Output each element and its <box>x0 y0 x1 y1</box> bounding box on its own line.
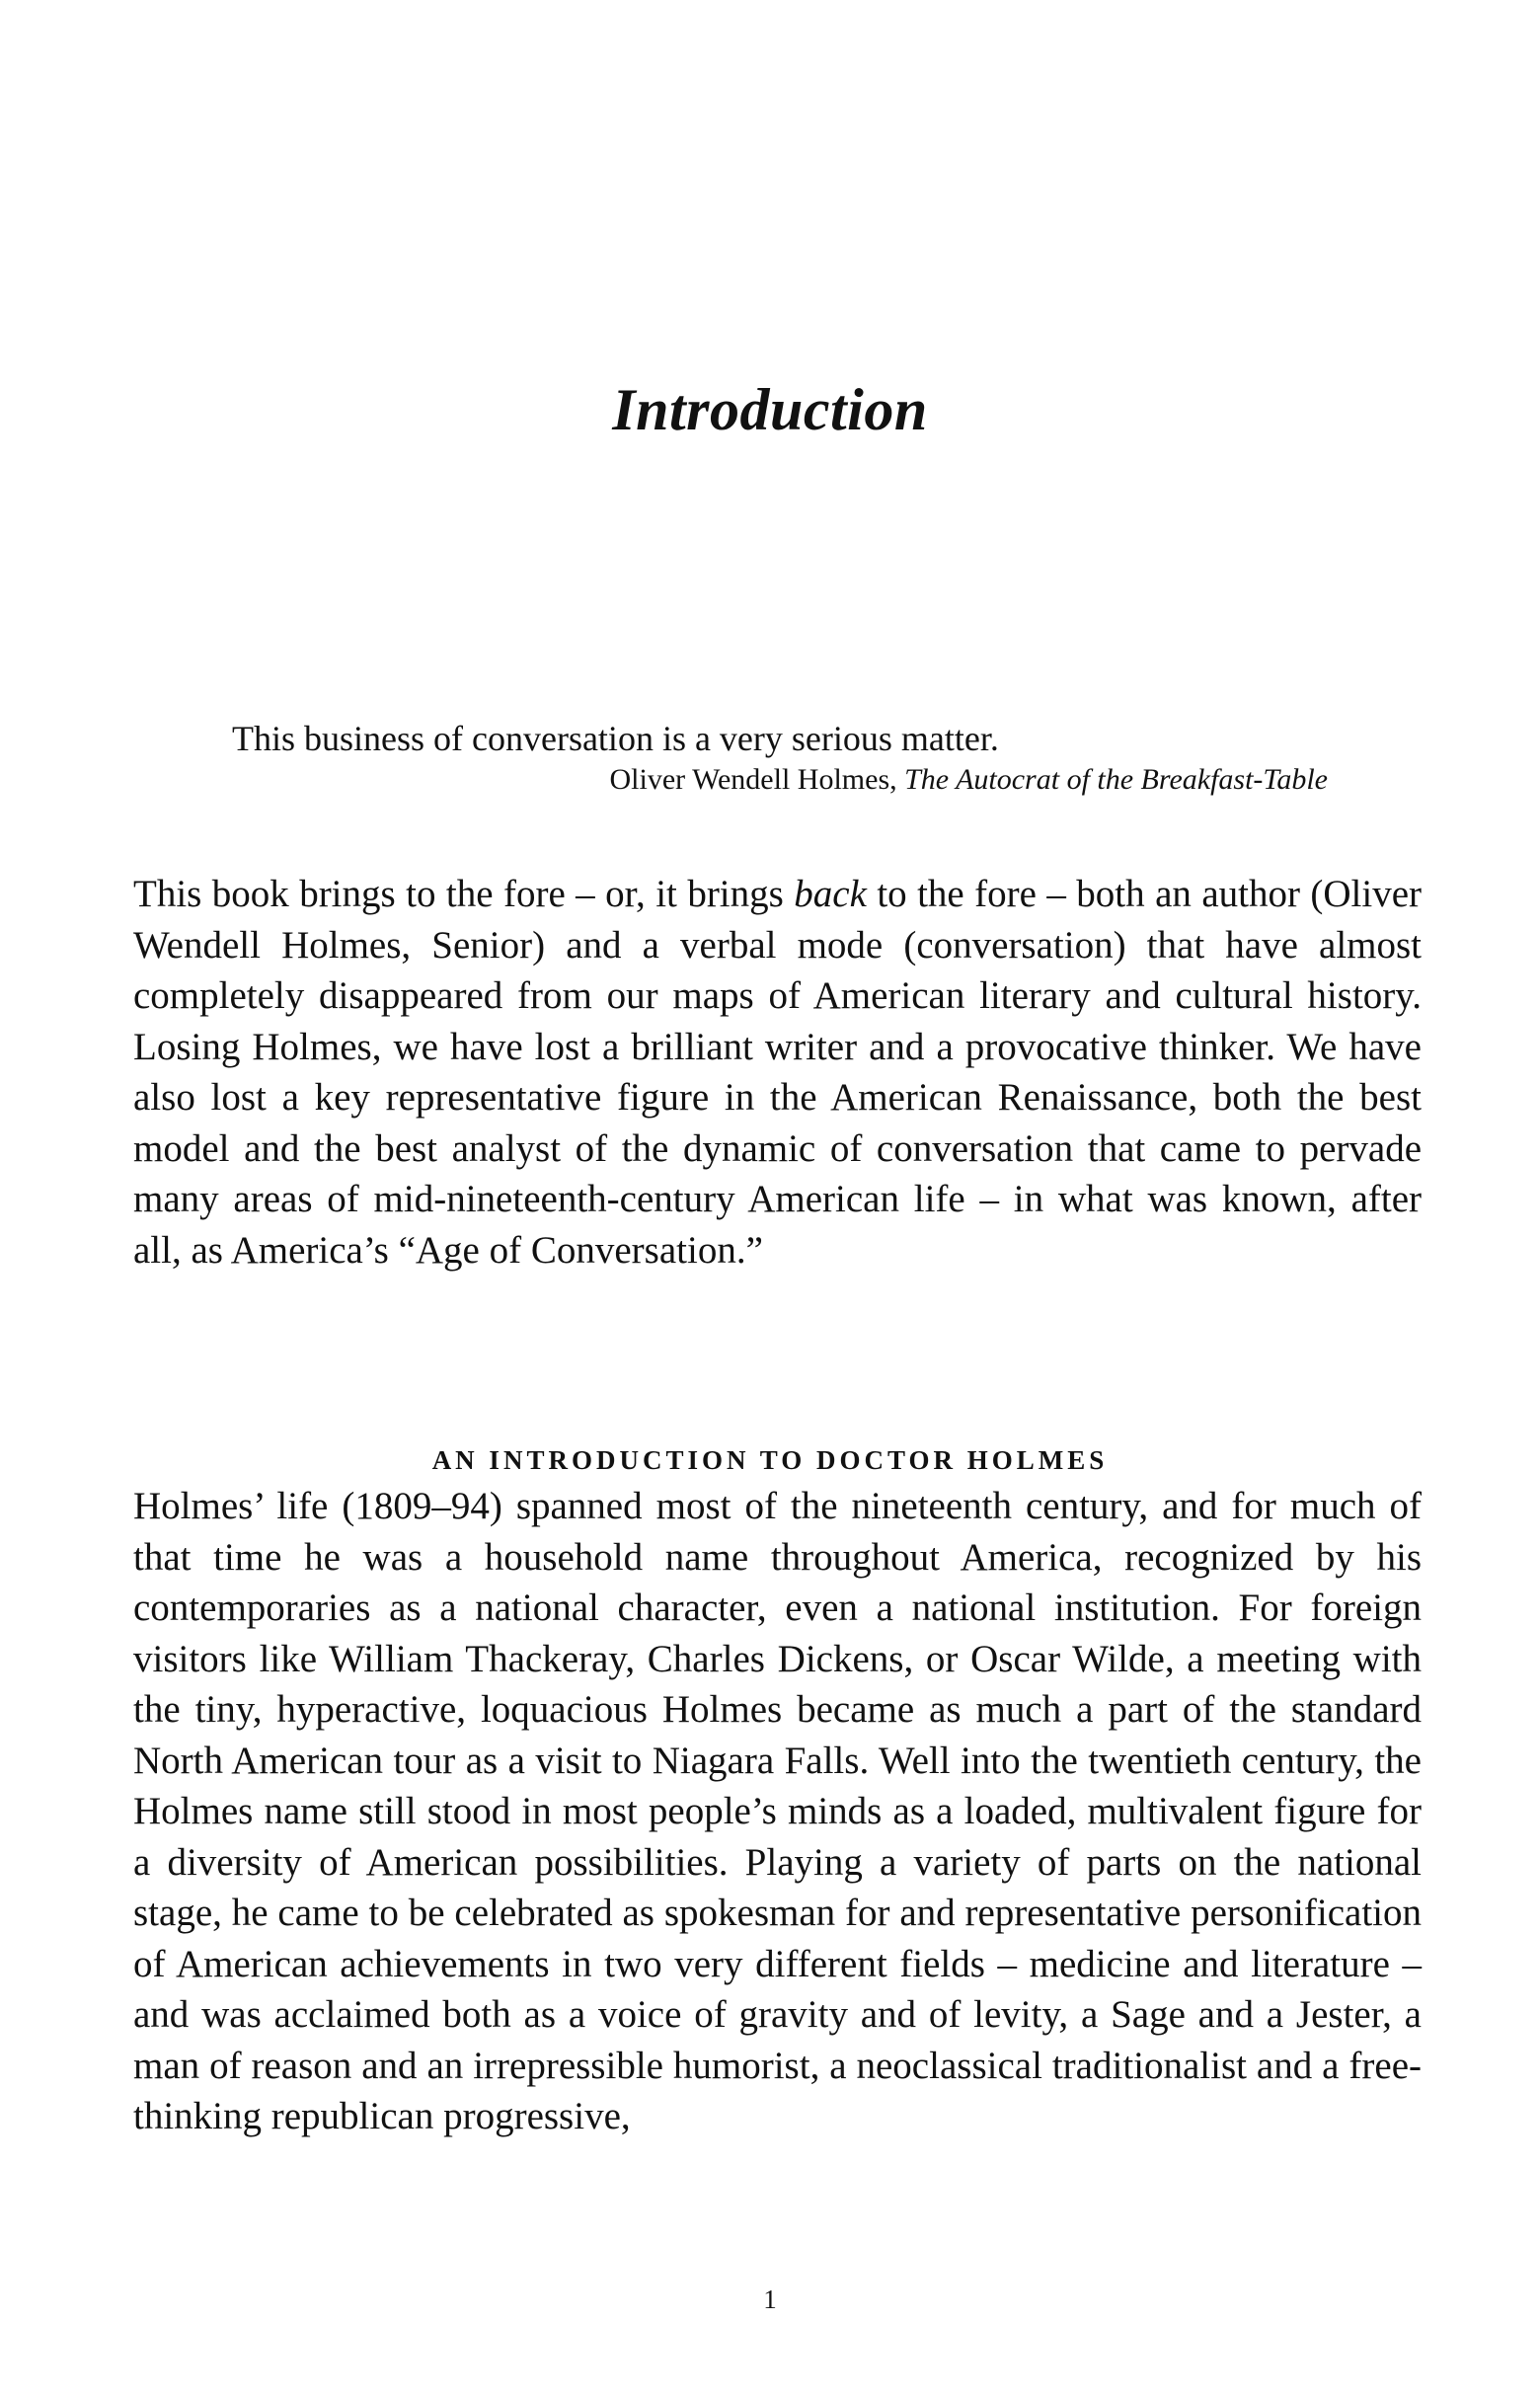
epigraph-work-title: The Autocrat of the Breakfast-Table <box>904 763 1328 796</box>
section-heading: AN INTRODUCTION TO DOCTOR HOLMES <box>431 1445 1109 1476</box>
epigraph <box>232 717 1328 800</box>
paragraph-holmes-life: Holmes’ life (1809–94) spanned most of the nineteenth century, and for much of that time he was a household name throughout America, recognized by his contemporaries as a national character, even a national institution. For foreign visitors like William Thackeray, Charles Dickens, or Oscar Wilde, a meeting with the tiny, hyperactive, loquacious Holmes became as much a part of the standard North American tour as a visit to Niagara Falls. Well into the twentieth century, the Holmes name still stood in most people’s minds as a loaded, multivalent figure for a diversity of American possibilities. Playing a variety of parts on the national stage, he came to be celebrated as spokesman for and representative personification of American achievements in two very different fields – medicine and literature – and was acclaimed both as a voice of gravity and of levity, a Sage and a Jester, a man of reason and an irrepressible humorist, a neoclassical traditionalist and a free-thinking republican progressive, <box>133 1485 1422 2137</box>
epigraph-attribution <box>232 760 1328 800</box>
epigraph-quote: This business of conversation is a very serious matter. <box>232 719 999 758</box>
paragraph-opening-emphasis: back <box>794 873 867 915</box>
epigraph-author: Oliver Wendell Holmes, <box>609 763 905 796</box>
page-number: 1 <box>763 2284 777 2314</box>
paragraph-opening-part1: This book brings to the fore – or, it brings <box>133 873 795 915</box>
paragraph-opening-part2: to the fore – both an author (Oliver Wendell Holmes, Senior) and a verbal mode (conversation) that have almost completely disappeared from our maps of American literary and cultural history. Losing Holmes, we have lost a brilliant writer and a provocative thinker. We have also lost a key representative figure in the American Renaissance, both the best model and the best analyst of the dynamic of conversation that came to pervade many areas of mid-nineteenth-century American life – in what was known, after all, as America’s “Age of Conversation.” <box>133 873 1422 1272</box>
chapter-title: Introduction <box>612 377 928 443</box>
paragraph-opening <box>133 869 1422 1276</box>
